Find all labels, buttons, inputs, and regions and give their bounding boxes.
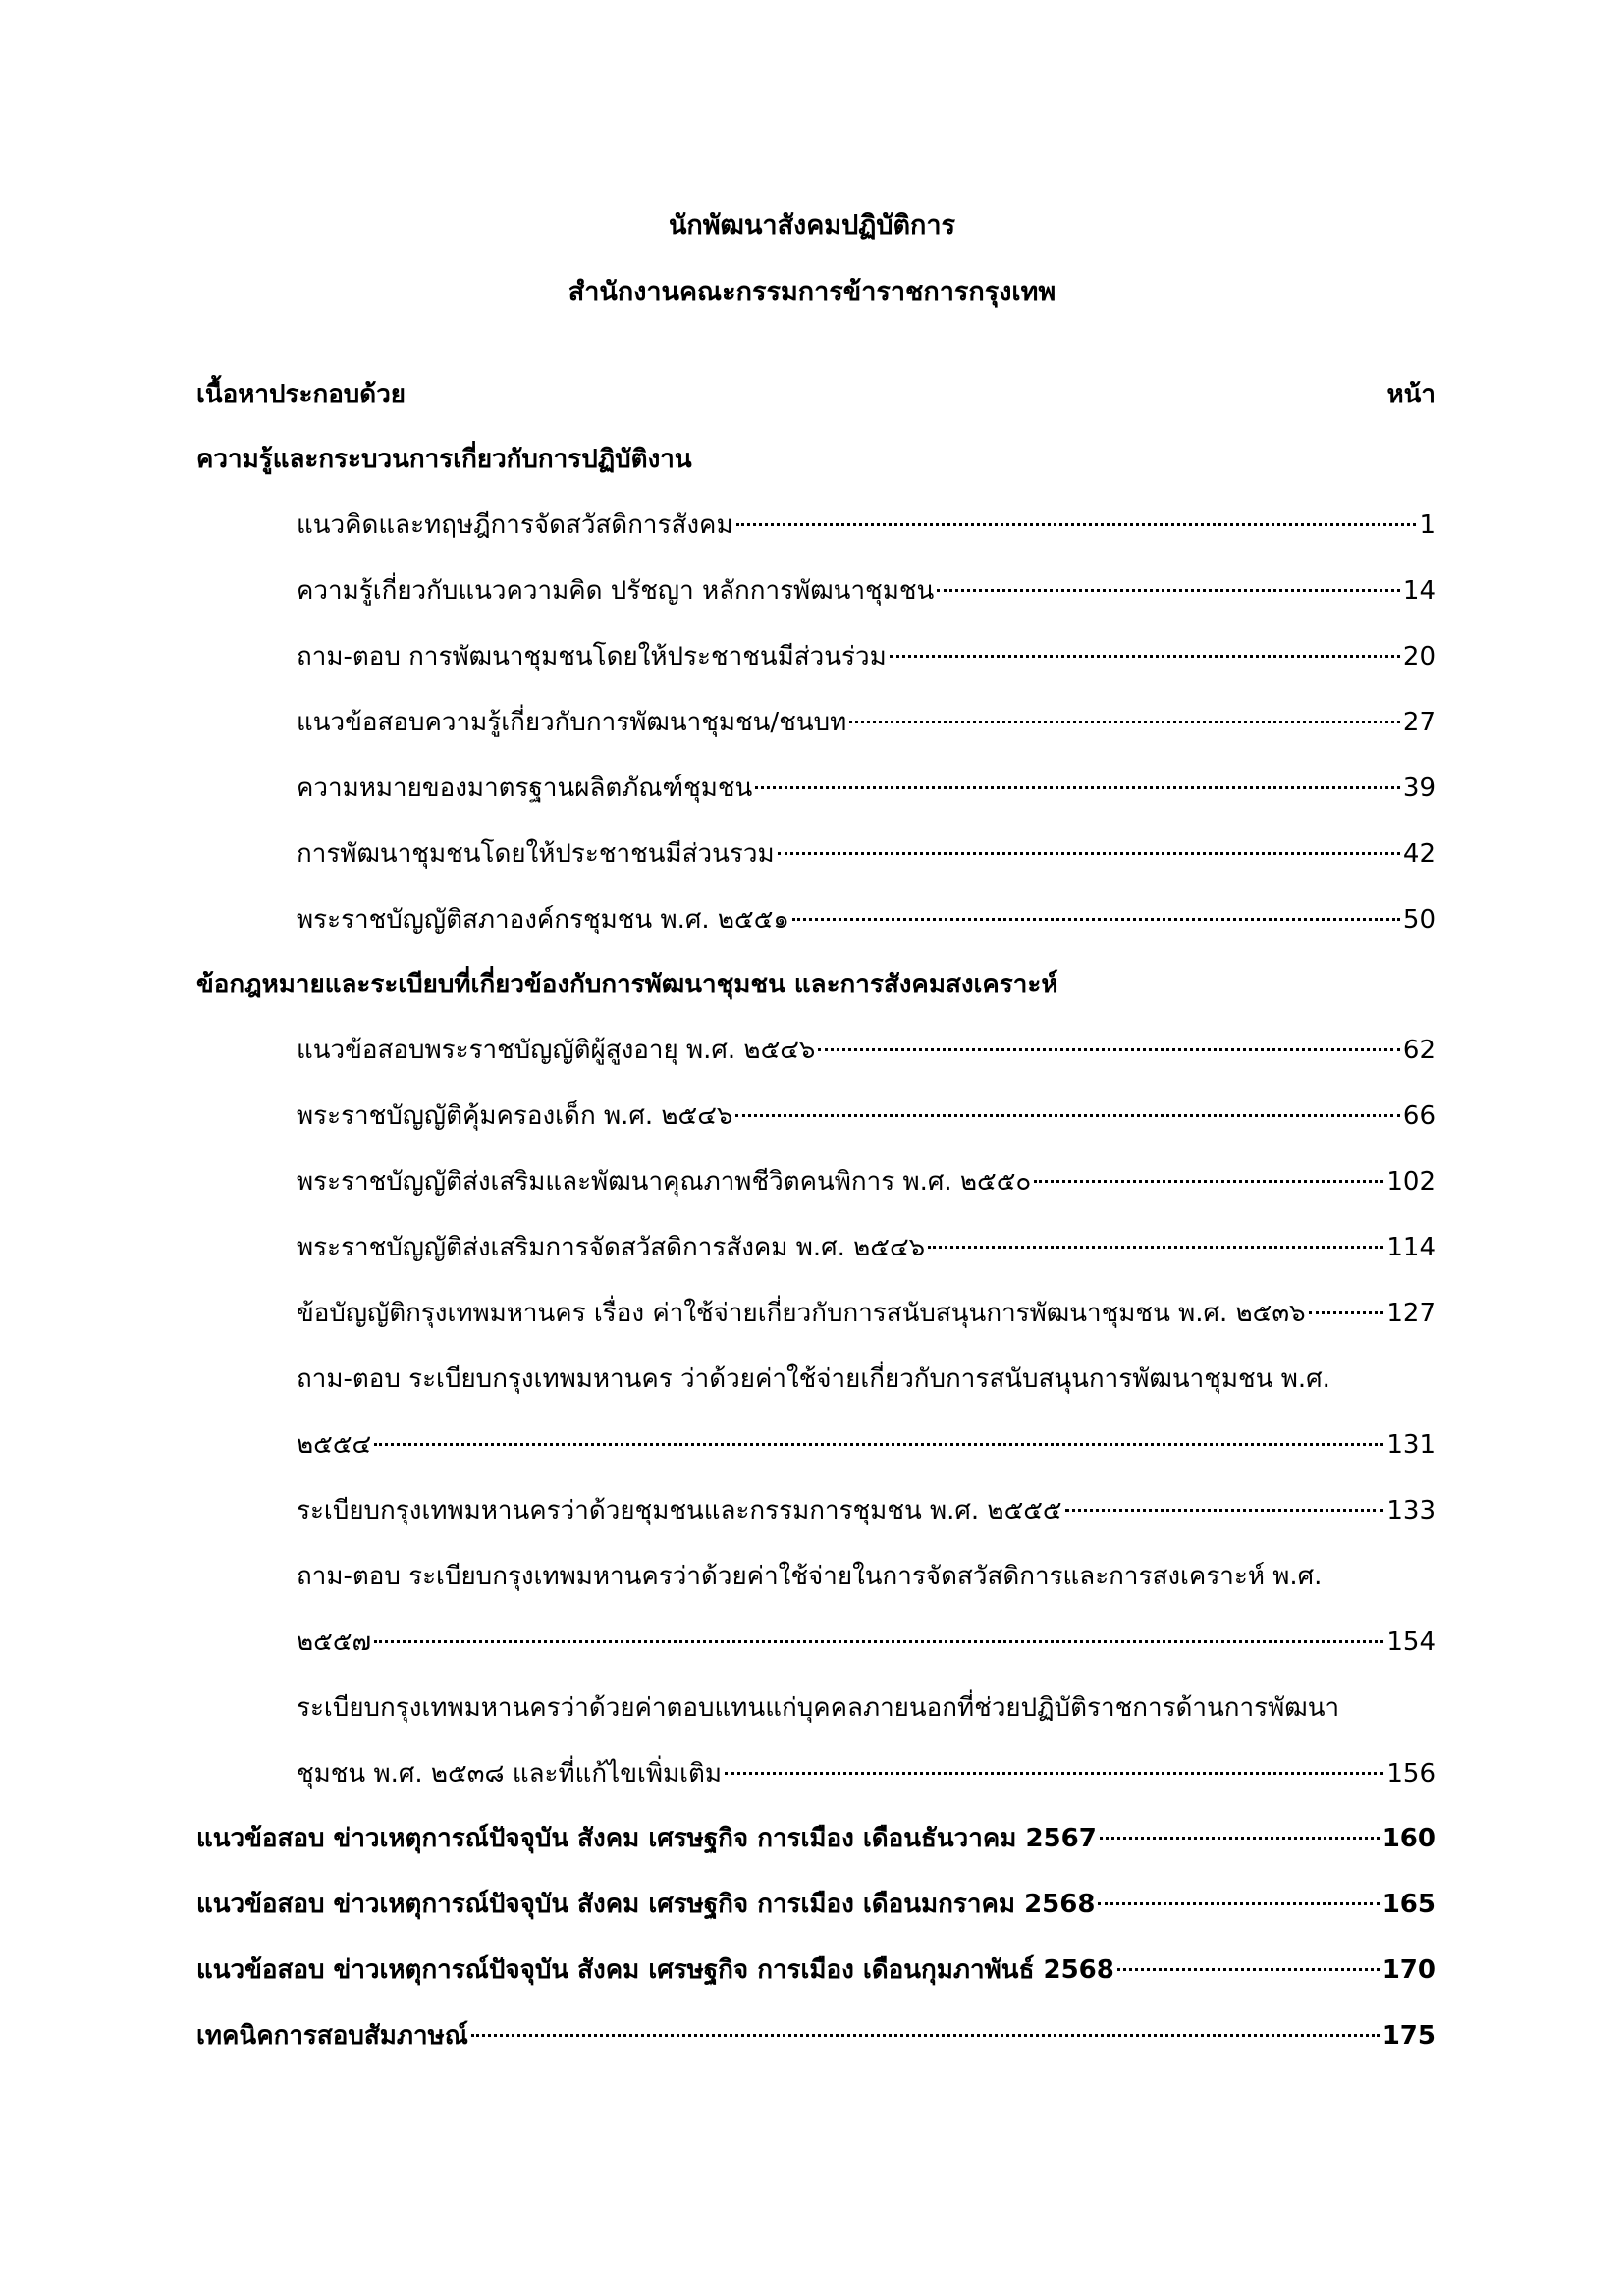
toc-entry-title: ความหมายของมาตรฐานผลิตภัณฑ์ชุมชน	[297, 774, 753, 803]
contents-label: เนื้อหาประกอบด้วย	[196, 380, 406, 409]
toc-entry[interactable]	[297, 1754, 1435, 1793]
toc-entry-page: 27	[1402, 708, 1435, 737]
dot-leader	[778, 850, 1400, 855]
toc-entry-page: 133	[1386, 1496, 1435, 1525]
toc-entry-title-line: ถาม-ตอบ ระเบียบกรุงเทพมหานครว่าด้วยค่าใช้จ่ายในการจัดสวัสดิการและการสงเคราะห์ พ.ศ.	[297, 1562, 1323, 1591]
dot-leader	[736, 521, 1417, 526]
toc-entry-title: ความรู้เกี่ยวกับแนวความคิด ปรัชญา หลักการพัฒนาชุมชน	[297, 576, 935, 606]
toc-entry-page: 50	[1402, 905, 1435, 934]
toc-entry-title: พระราชบัญญัติส่งเสริมและพัฒนาคุณภาพชีวิตคนพิการ พ.ศ. ๒๕๕๐	[297, 1167, 1032, 1197]
toc-entry[interactable]	[297, 1162, 1435, 1201]
dot-leader	[818, 1046, 1399, 1051]
dot-leader	[735, 1112, 1400, 1117]
contents-header	[196, 375, 1435, 414]
toc-entry-page: 154	[1386, 1628, 1435, 1657]
toc-entry[interactable]	[297, 1425, 1435, 1465]
dot-leader	[937, 587, 1400, 592]
toc-entry-bold[interactable]	[196, 1950, 1435, 1990]
toc-entry-title: การพัฒนาชุมชนโดยให้ประชาชนมีส่วนรวม	[297, 839, 775, 869]
toc-entry-page: 42	[1402, 839, 1435, 869]
toc-entry-title: พระราชบัญญัติสภาองค์กรชุมชน พ.ศ. ๒๕๕๑	[297, 905, 789, 934]
dot-leader	[1098, 1900, 1379, 1905]
toc-entry-page: 102	[1386, 1167, 1435, 1197]
toc-entry-page: 127	[1386, 1299, 1435, 1328]
toc-entry-page: 170	[1381, 1955, 1435, 1985]
toc-entry-title: ชุมชน พ.ศ. ๒๕๓๘ และที่แก้ไขเพิ่มเติม	[297, 1759, 723, 1789]
toc-entry-title-line: ถาม-ตอบ ระเบียบกรุงเทพมหานคร ว่าด้วยค่าใช้จ่ายเกี่ยวกับการสนับสนุนการพัฒนาชุมชน พ.ศ.	[297, 1364, 1330, 1394]
dot-leader	[1065, 1507, 1384, 1512]
toc-entry[interactable]	[297, 1096, 1435, 1136]
toc-entry-page: 66	[1402, 1101, 1435, 1131]
toc-entry-page: 14	[1402, 576, 1435, 606]
section-heading: ความรู้และกระบวนการเกี่ยวกับการปฏิบัติงาน	[196, 445, 692, 474]
toc-entry-title: ๒๕๕๔	[297, 1430, 372, 1460]
dot-leader	[1100, 1835, 1380, 1840]
dot-leader	[725, 1770, 1383, 1775]
toc-entry-page: 1	[1419, 510, 1435, 540]
toc-entry-page: 175	[1381, 2021, 1435, 2051]
toc-entry[interactable]	[297, 900, 1435, 939]
toc-entry-title: พระราชบัญญัติส่งเสริมการจัดสวัสดิการสังคม พ.ศ. ๒๕๔๖	[297, 1233, 926, 1262]
toc-entry-title: แนวข้อสอบพระราชบัญญัติผู้สูงอายุ พ.ศ. ๒๕๔๖	[297, 1036, 816, 1065]
toc-entry-title: พระราชบัญญัติคุ้มครองเด็ก พ.ศ. ๒๕๔๖	[297, 1101, 733, 1131]
toc-entry-title: เทคนิคการสอบสัมภาษณ์	[196, 2021, 468, 2051]
toc-entry[interactable]	[297, 506, 1435, 545]
dot-leader	[890, 653, 1400, 658]
page-column-label: หน้า	[1386, 380, 1435, 409]
toc-entry-page: 20	[1402, 642, 1435, 671]
dot-leader	[1309, 1309, 1384, 1314]
toc-entry-title: แนวข้อสอบความรู้เกี่ยวกับการพัฒนาชุมชน/ชนบท	[297, 708, 847, 737]
toc-entry[interactable]	[297, 769, 1435, 808]
toc-entry[interactable]	[297, 1491, 1435, 1530]
toc-entry-title: ถาม-ตอบ การพัฒนาชุมชนโดยให้ประชาชนมีส่วนร่วม	[297, 642, 887, 671]
dot-leader	[374, 1441, 1383, 1446]
toc-entry-page: 114	[1386, 1233, 1435, 1262]
toc-entry-title: ระเบียบกรุงเทพมหานครว่าด้วยชุมชนและกรรมการชุมชน พ.ศ. ๒๕๕๕	[297, 1496, 1062, 1525]
toc-entry-bold[interactable]	[196, 1885, 1435, 1924]
section-heading: ข้อกฎหมายและระเบียบที่เกี่ยวข้องกับการพัฒนาชุมชน และการสังคมสงเคราะห์	[196, 970, 1058, 999]
toc-entry-title: แนวข้อสอบ ข่าวเหตุการณ์ปัจจุบัน สังคม เศรษฐกิจ การเมือง เดือนมกราคม 2568	[196, 1890, 1096, 1919]
document-subtitle: สำนักงานคณะกรรมการข้าราชการกรุงเทพ	[568, 277, 1056, 307]
toc-entry[interactable]	[297, 834, 1435, 874]
toc-entry-bold[interactable]	[196, 2016, 1435, 2056]
toc-entry[interactable]	[297, 1031, 1435, 1070]
toc-entry-page: 131	[1386, 1430, 1435, 1460]
toc-entry[interactable]	[297, 571, 1435, 611]
dot-leader	[1117, 1966, 1380, 1971]
toc-entry[interactable]	[297, 1294, 1435, 1333]
toc-entry-title: แนวข้อสอบ ข่าวเหตุการณ์ปัจจุบัน สังคม เศรษฐกิจ การเมือง เดือนกุมภาพันธ์ 2568	[196, 1955, 1114, 1985]
toc-entry-title: แนวคิดและทฤษฎีการจัดสวัสดิการสังคม	[297, 510, 733, 540]
toc-entry-bold[interactable]	[196, 1819, 1435, 1858]
dot-leader	[755, 784, 1400, 789]
toc-entry[interactable]	[297, 1228, 1435, 1267]
dot-leader	[471, 2032, 1380, 2037]
toc-entry-page: 39	[1402, 774, 1435, 803]
toc-entry-page: 160	[1381, 1824, 1435, 1853]
toc-entry-page: 156	[1386, 1759, 1435, 1789]
dot-leader	[849, 719, 1400, 723]
toc-entry-title: ๒๕๕๗	[297, 1628, 372, 1657]
toc-entry[interactable]	[297, 637, 1435, 676]
dot-leader	[792, 916, 1400, 921]
toc-entry[interactable]	[297, 703, 1435, 742]
dot-leader	[928, 1244, 1383, 1249]
toc-entry-title: แนวข้อสอบ ข่าวเหตุการณ์ปัจจุบัน สังคม เศรษฐกิจ การเมือง เดือนธันวาคม 2567	[196, 1824, 1097, 1853]
toc-entry-title: ข้อบัญญัติกรุงเทพมหานคร เรื่อง ค่าใช้จ่ายเกี่ยวกับการสนับสนุนการพัฒนาชุมชน พ.ศ. ๒๕๓๖	[297, 1299, 1306, 1328]
dot-leader	[1034, 1178, 1383, 1183]
dot-leader	[374, 1638, 1383, 1643]
toc-entry[interactable]	[297, 1623, 1435, 1662]
document-title: นักพัฒนาสังคมปฏิบัติการ	[668, 210, 956, 240]
toc-entry-page: 165	[1381, 1890, 1435, 1919]
toc-entry-title-line: ระเบียบกรุงเทพมหานครว่าด้วยค่าตอบแทนแก่บุคคลภายนอกที่ช่วยปฏิบัติราชการด้านการพัฒนา	[297, 1693, 1340, 1723]
toc-entry-page: 62	[1402, 1036, 1435, 1065]
